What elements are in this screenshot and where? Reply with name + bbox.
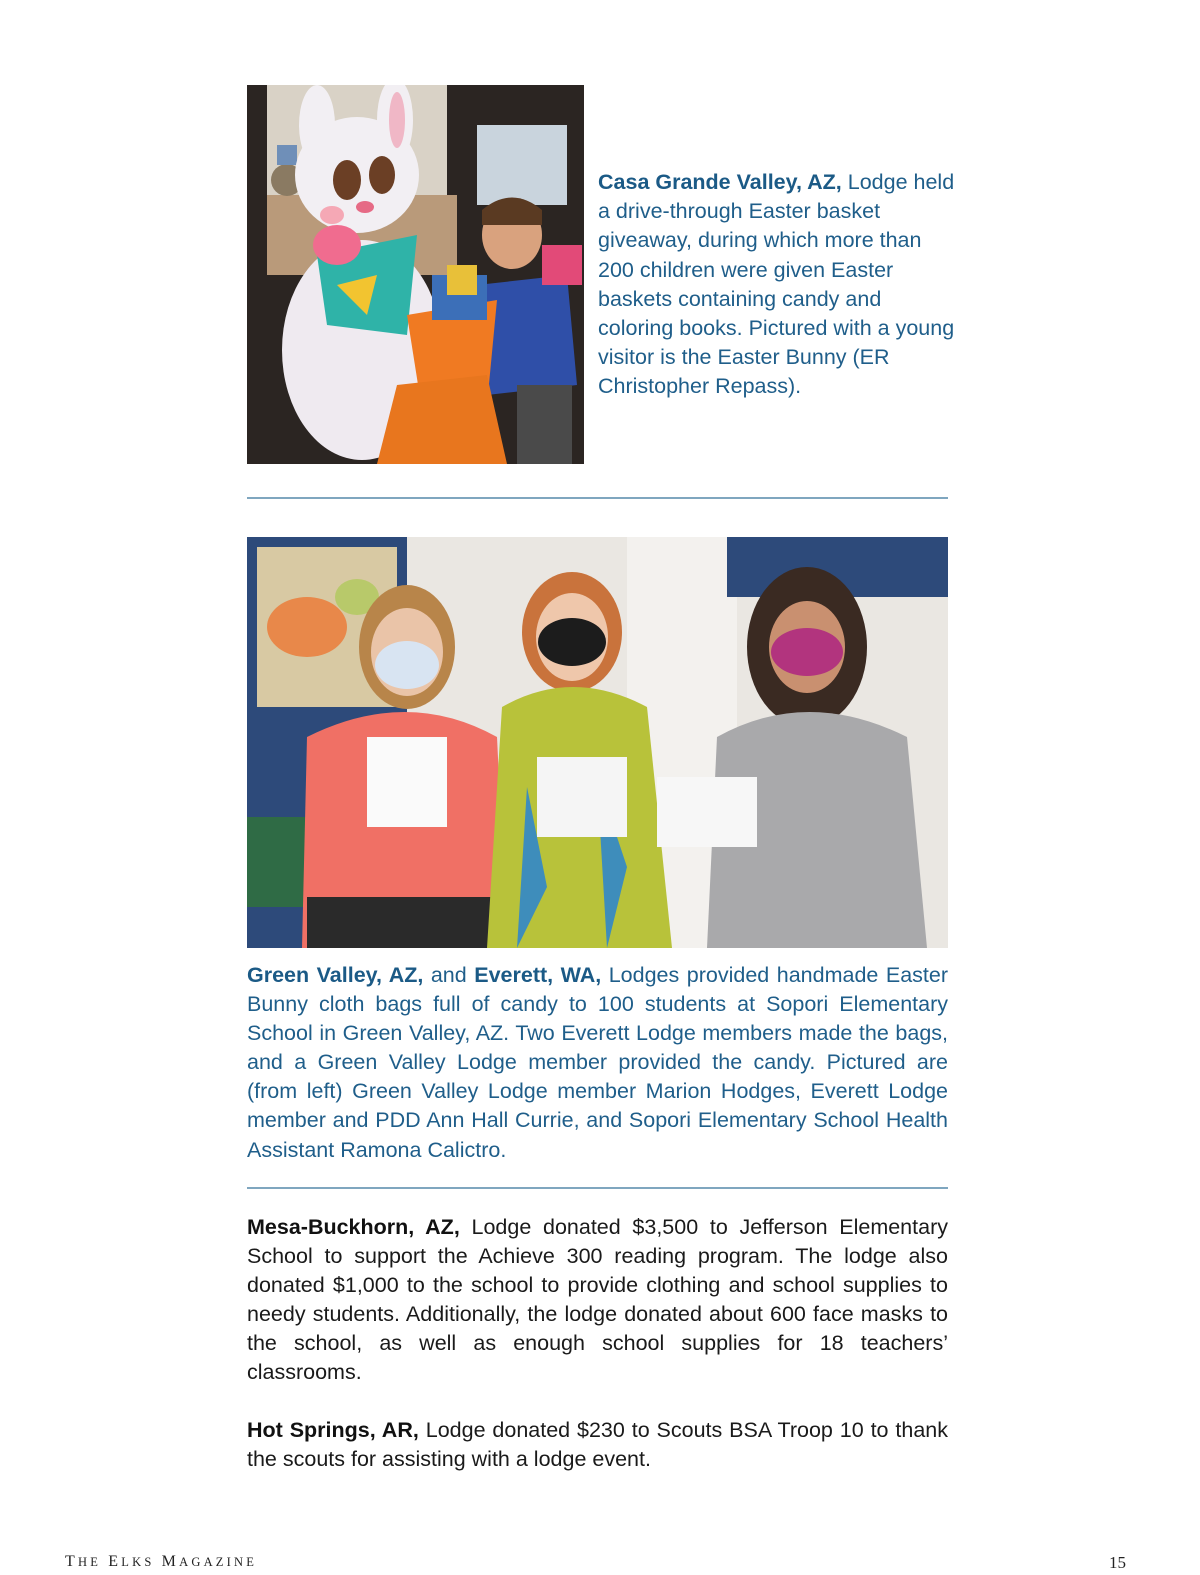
magazine-name-part: HE <box>77 1555 102 1569</box>
casa-grande-lead: Casa Grande Valley, AZ, <box>598 170 842 194</box>
everett-lead: Everett, WA, <box>474 963 602 987</box>
mesa-buckhorn-text: Lodge donated $3,500 to Jefferson Elementary School to support the Achieve 300 reading program. The lodge also donated $1,000 to the school to provide clothing and school supplies to needy students. Additionally, the lodge donated about 600 face masks to the school, as well as enough school supplies for 18 teachers’ classrooms. <box>247 1215 948 1385</box>
section-divider <box>247 497 948 499</box>
magazine-name-part: LKS <box>121 1555 155 1569</box>
section-divider <box>247 1187 948 1189</box>
magazine-name-part: E <box>108 1553 122 1570</box>
three-women-photo <box>247 537 948 948</box>
mesa-buckhorn-lead: Mesa-Buckhorn, AZ, <box>247 1215 460 1239</box>
magazine-name-part: M <box>161 1553 180 1570</box>
magazine-name-part: AGAZINE <box>179 1555 258 1569</box>
casa-grande-text: Lodge held a drive-through Easter basket giveaway, during which more than 200 children were given Easter baskets containing candy and coloring books. Pictured with a young visitor is the Easter Bunny (ER Christopher Repass). <box>598 170 955 399</box>
easter-bunny-photo <box>247 85 584 464</box>
mesa-buckhorn-paragraph <box>247 1213 948 1388</box>
green-valley-text: Lodges provided handmade Easter Bunny cloth bags full of candy to 100 students at Sopori Elementary School in Green Valley, AZ. Two Everett Lodge members made the bags, and a Green Valley Lodge member provided the candy. Pictured are (from left) Green Valley Lodge member Marion Hodges, Everett Lodge member and PDD Ann Hall Currie, and Sopori Elementary School Health Assistant Ramona Calictro. <box>247 963 948 1162</box>
casa-grande-caption <box>598 168 958 402</box>
magazine-name <box>65 1553 257 1571</box>
hot-springs-lead: Hot Springs, AR, <box>247 1418 419 1442</box>
magazine-name-part: T <box>65 1553 78 1570</box>
green-valley-caption <box>247 961 948 1165</box>
green-valley-and: and <box>423 963 475 987</box>
hot-springs-paragraph <box>247 1416 948 1474</box>
hot-springs-text: Lodge donated $230 to Scouts BSA Troop 10 to thank the scouts for assisting with a lodge event. <box>247 1418 948 1472</box>
page-number: 15 <box>1109 1553 1126 1572</box>
green-valley-lead: Green Valley, AZ, <box>247 963 424 987</box>
